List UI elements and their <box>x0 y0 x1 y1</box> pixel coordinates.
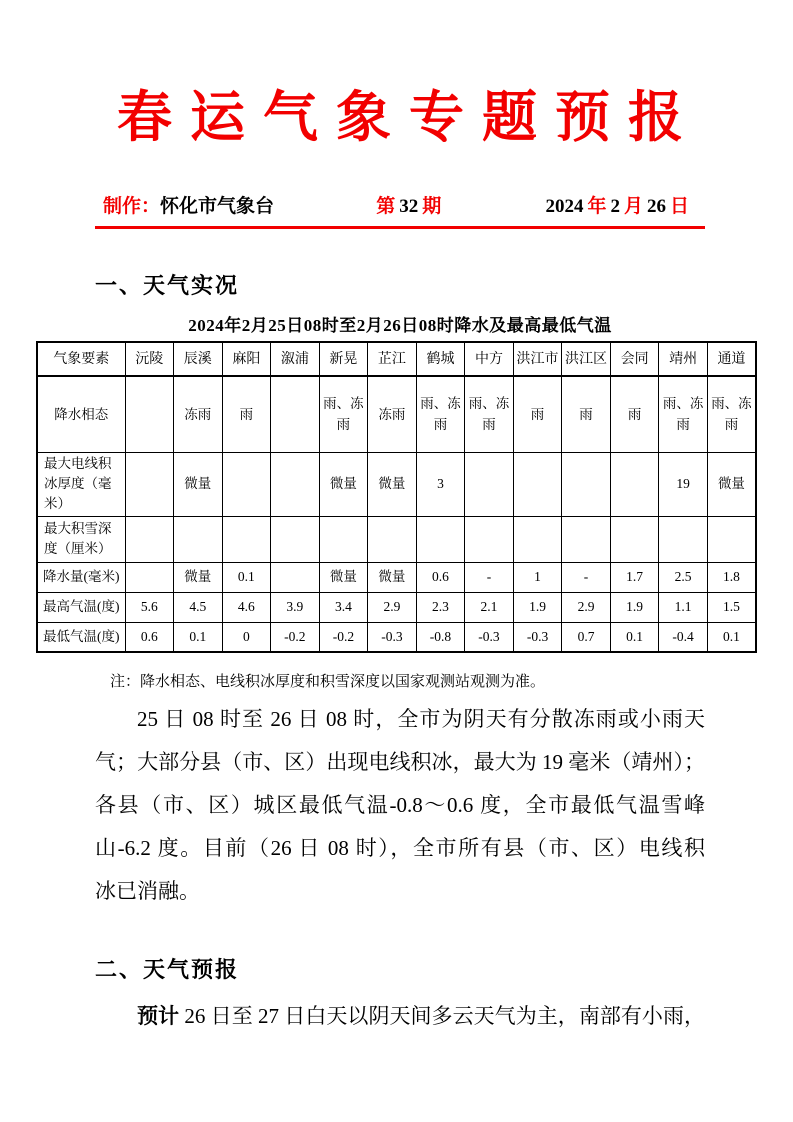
table-cell: 0.7 <box>562 622 611 652</box>
table-cell: 0.1 <box>610 622 659 652</box>
table-cell <box>562 516 611 562</box>
table-cell <box>610 452 659 516</box>
section-2-heading: 二、天气预报 <box>95 957 240 983</box>
table-cell: 雨、冻雨 <box>659 376 708 452</box>
table-cell <box>271 516 320 562</box>
table-cell: 1 <box>513 562 562 592</box>
date-day: 26 <box>646 195 666 217</box>
table-cell <box>174 516 223 562</box>
column-header-city: 芷江 <box>368 342 417 376</box>
table-cell: 微量 <box>707 452 756 516</box>
table-cell <box>271 562 320 592</box>
table-row <box>37 592 756 622</box>
table-cell: -0.2 <box>319 622 368 652</box>
table-cell: 0.6 <box>416 562 465 592</box>
table-cell: 微量 <box>319 562 368 592</box>
table-cell <box>125 452 174 516</box>
row-label: 最低气温(度) <box>37 622 125 652</box>
table-cell <box>125 376 174 452</box>
column-header-city: 洪江市 <box>513 342 562 376</box>
paragraph-line: 各县（市、区）城区最低气温-0.8～0.6 度，全市最低气温雪峰 <box>95 793 705 818</box>
table-cell: 2.3 <box>416 592 465 622</box>
weather-summary-paragraph <box>95 698 705 913</box>
table-row <box>37 516 756 562</box>
table-row <box>37 376 756 452</box>
issue-suffix: 期 <box>422 195 442 217</box>
row-label: 最大积雪深度（厘米） <box>37 516 125 562</box>
table-cell: 冻雨 <box>174 376 223 452</box>
column-header-city: 靖州 <box>659 342 708 376</box>
table-title: 2024年2月25日08时至2月26日08时降水及最高最低气温 <box>188 316 612 336</box>
table-cell <box>368 516 417 562</box>
issue-date <box>543 195 691 220</box>
table-cell <box>222 452 271 516</box>
paragraph-line: 山-6.2 度。目前（26 日 08 时），全市所有县（市、区）电线积 <box>95 836 705 861</box>
masthead <box>95 195 705 220</box>
date-month-char: 月 <box>623 195 643 217</box>
table-cell: 3.9 <box>271 592 320 622</box>
column-header-city: 新晃 <box>319 342 368 376</box>
paragraph-line: 25 日 08 时至 26 日 08 时，全市为阴天有分散冻雨或小雨天 <box>137 707 705 732</box>
table-cell <box>659 516 708 562</box>
table-cell: 0.1 <box>707 622 756 652</box>
table-cell: 2.5 <box>659 562 708 592</box>
table-cell: - <box>562 562 611 592</box>
table-cell: 0.1 <box>222 562 271 592</box>
table-cell <box>222 516 271 562</box>
table-cell: 2.9 <box>562 592 611 622</box>
section-1-heading: 一、天气实况 <box>95 273 240 299</box>
column-header-city: 鹤城 <box>416 342 465 376</box>
table-cell: 1.8 <box>707 562 756 592</box>
table-cell: 4.5 <box>174 592 223 622</box>
table-cell <box>707 516 756 562</box>
table-cell <box>562 452 611 516</box>
red-divider <box>95 226 705 229</box>
table-cell <box>610 516 659 562</box>
issue-prefix: 第 <box>376 195 396 217</box>
column-header-city: 沅陵 <box>125 342 174 376</box>
table-cell: 雨 <box>513 376 562 452</box>
producer <box>103 195 274 220</box>
column-header-city: 溆浦 <box>271 342 320 376</box>
table-cell: 19 <box>659 452 708 516</box>
table-cell: 1.9 <box>610 592 659 622</box>
table-cell: 雨 <box>222 376 271 452</box>
table-cell <box>125 516 174 562</box>
forecast-lead: 预计 <box>137 1004 180 1029</box>
column-header-city: 洪江区 <box>562 342 611 376</box>
table-cell: 5.6 <box>125 592 174 622</box>
table-note: 注：降水相态、电线积冰厚度和积雪深度以国家观测站观测为准。 <box>110 674 546 691</box>
document-title: 春运气象专题预报 <box>116 87 701 148</box>
table-cell: 冻雨 <box>368 376 417 452</box>
table-cell: -0.3 <box>465 622 514 652</box>
table-cell: 1.9 <box>513 592 562 622</box>
table-header-row <box>37 342 756 376</box>
table-cell: 雨、冻雨 <box>319 376 368 452</box>
table-cell: 1.5 <box>707 592 756 622</box>
table-row <box>37 562 756 592</box>
table-cell: 微量 <box>368 452 417 516</box>
date-month: 2 <box>610 195 620 217</box>
table-cell <box>271 376 320 452</box>
column-header-city: 会同 <box>610 342 659 376</box>
column-header-city: 通道 <box>707 342 756 376</box>
table-cell <box>125 562 174 592</box>
table-cell: 1.1 <box>659 592 708 622</box>
table-cell <box>465 516 514 562</box>
table-cell: -0.8 <box>416 622 465 652</box>
column-header-city: 中方 <box>465 342 514 376</box>
column-header-city: 辰溪 <box>174 342 223 376</box>
table-cell: 0.6 <box>125 622 174 652</box>
paragraph-line: 气；大部分县（市、区）出现电线积冰，最大为 19 毫米（靖州）； <box>95 750 705 775</box>
table-cell <box>465 452 514 516</box>
weather-observation-table <box>36 341 757 653</box>
table-cell <box>271 452 320 516</box>
date-year: 2024 <box>545 195 584 217</box>
table-cell: -0.4 <box>659 622 708 652</box>
row-label: 降水量(毫米) <box>37 562 125 592</box>
date-day-char: 日 <box>669 195 689 217</box>
table-cell: 2.1 <box>465 592 514 622</box>
row-label: 降水相态 <box>37 376 125 452</box>
forecast-paragraph <box>95 995 705 1038</box>
table-cell: 0.1 <box>174 622 223 652</box>
row-label: 最高气温(度) <box>37 592 125 622</box>
table-cell: -0.2 <box>271 622 320 652</box>
table-cell <box>513 452 562 516</box>
table-cell: -0.3 <box>368 622 417 652</box>
forecast-text: 26 日至 27 日白天以阴天间多云天气为主，南部有小雨， <box>179 1004 706 1029</box>
table-row <box>37 622 756 652</box>
table-cell: 2.9 <box>368 592 417 622</box>
table-cell: 微量 <box>368 562 417 592</box>
table-cell <box>319 516 368 562</box>
issue-number <box>374 195 443 220</box>
table-cell: 雨、冻雨 <box>416 376 465 452</box>
column-header-element: 气象要素 <box>37 342 125 376</box>
date-year-char: 年 <box>587 195 607 217</box>
table-cell: 4.6 <box>222 592 271 622</box>
producer-name: 怀化市气象台 <box>160 195 275 217</box>
table-cell: 1.7 <box>610 562 659 592</box>
table-cell <box>416 516 465 562</box>
table-cell: 雨、冻雨 <box>707 376 756 452</box>
table-cell: 3 <box>416 452 465 516</box>
issue-no: 32 <box>399 195 419 217</box>
table-cell: 雨 <box>610 376 659 452</box>
table-cell: 微量 <box>174 452 223 516</box>
table-cell: -0.3 <box>513 622 562 652</box>
column-header-city: 麻阳 <box>222 342 271 376</box>
table-cell: 3.4 <box>319 592 368 622</box>
table-cell: 雨 <box>562 376 611 452</box>
row-label: 最大电线积冰厚度（毫米） <box>37 452 125 516</box>
table-cell: 微量 <box>319 452 368 516</box>
table-cell: 0 <box>222 622 271 652</box>
table-cell: 微量 <box>174 562 223 592</box>
table-cell <box>513 516 562 562</box>
producer-label: 制作： <box>103 195 161 217</box>
paragraph-line: 冰已消融。 <box>95 879 200 904</box>
table-cell: - <box>465 562 514 592</box>
table-cell: 雨、冻雨 <box>465 376 514 452</box>
table-row <box>37 452 756 516</box>
